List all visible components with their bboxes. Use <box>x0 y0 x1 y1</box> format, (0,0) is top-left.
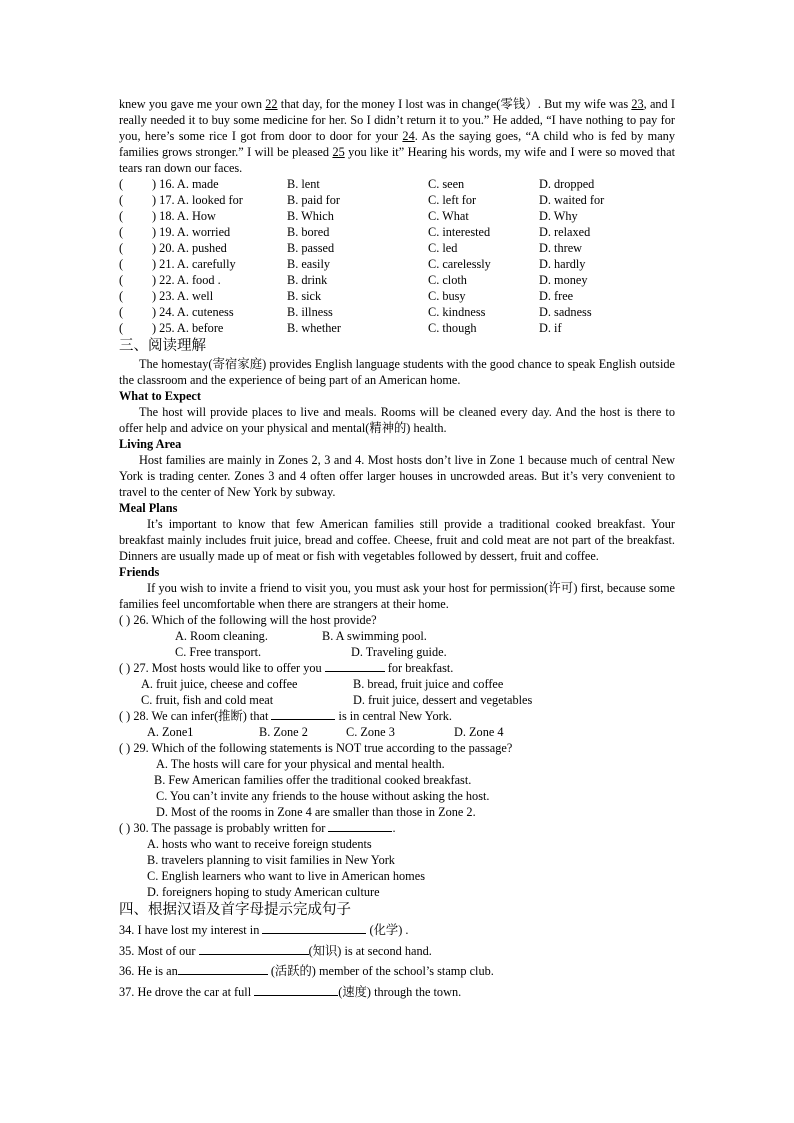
question-30-option-b: B. travelers planning to visit families in New York <box>147 853 395 867</box>
question-text: for breakfast. <box>384 661 454 675</box>
option-c: C. kindness <box>428 305 486 319</box>
heading-friends: Friends <box>119 565 160 579</box>
option: C. fruit, fish and cold meat <box>141 693 274 707</box>
question-26: ( ) 26. Which of the following will the host provide? <box>119 613 377 627</box>
option-d: D. money <box>539 273 588 287</box>
cloze-option-row <box>119 208 675 224</box>
option-d: D. sadness <box>539 305 592 319</box>
answer-blank <box>325 660 385 672</box>
sentence-text: 36. He is an <box>119 964 178 978</box>
option: A. fruit juice, cheese and coffee <box>141 677 298 691</box>
question-29-option-d: D. Most of the rooms in Zone 4 are smaller than those in Zone 2. <box>156 805 476 819</box>
answer-paren: ( <box>119 193 124 207</box>
option-c: C. busy <box>428 289 466 303</box>
question-29-option-a: A. The hosts will care for your physical and mental health. <box>156 757 445 771</box>
question-30-option-a: A. hosts who want to receive foreign students <box>147 837 372 851</box>
option-c: C. interested <box>428 225 491 239</box>
option: D. Traveling guide. <box>351 645 447 659</box>
question-28-options <box>119 724 675 740</box>
option-c: C. though <box>428 321 477 335</box>
question-text: is in central New York. <box>335 709 452 723</box>
blank-24: 24 <box>402 129 415 143</box>
sentence-text: (速度) through the town. <box>338 984 462 999</box>
heading-what-to-expect: What to Expect <box>119 389 201 403</box>
option-a: ) 17. A. looked for <box>152 193 243 207</box>
option-c: C. cloth <box>428 273 467 287</box>
sentence-text: 34. I have lost my interest in <box>119 923 263 937</box>
sentence-text: (知识) is at second hand. <box>308 943 432 958</box>
option-c: C. What <box>428 209 469 223</box>
cloze-option-row <box>119 240 675 256</box>
cloze-options <box>119 176 675 336</box>
reading-paragraph-expect: The host will provide places to live and meals. Rooms will be cleaned every day. And the host is there to offer help and advice on your physical and mental(精神的) health. <box>119 405 675 435</box>
option-b: B. whether <box>287 321 341 335</box>
cloze-option-row <box>119 192 675 208</box>
option-b: B. lent <box>287 177 320 191</box>
fill-35 <box>119 941 675 962</box>
cloze-text: that day, for the money I lost was in change(零钱）. But my wife was <box>277 97 632 111</box>
option-a: ) 18. A. How <box>152 209 216 223</box>
question-29-option-b: B. Few American families offer the traditional cooked breakfast. <box>154 773 472 787</box>
cloze-text: . As the saying goes, “A child who is fed by many families grows stronger.” I will be pleased <box>119 129 675 159</box>
option: B. bread, fruit juice and coffee <box>353 677 504 691</box>
question-30 <box>119 820 675 836</box>
option-a: ) 20. A. pushed <box>152 241 227 255</box>
answer-paren: ( <box>119 321 124 335</box>
cloze-option-row <box>119 288 675 304</box>
blank-22: 22 <box>265 97 278 111</box>
option-b: B. illness <box>287 305 333 319</box>
option: D. Zone 4 <box>454 725 504 739</box>
question-text: . <box>392 821 396 835</box>
option: A. Zone1 <box>147 725 194 739</box>
question-27 <box>119 660 675 676</box>
option: B. Zone 2 <box>259 725 308 739</box>
question-28 <box>119 708 675 724</box>
sentence-text: 37. He drove the car at full <box>119 984 255 999</box>
question-26-options-row1 <box>119 628 675 644</box>
cloze-option-row <box>119 320 675 336</box>
option-d: D. dropped <box>539 177 595 191</box>
heading-living-area: Living Area <box>119 437 182 451</box>
option-a: ) 24. A. cuteness <box>152 305 234 319</box>
option-b: B. bored <box>287 225 330 239</box>
option: C. Zone 3 <box>346 725 395 739</box>
answer-paren: ( <box>119 289 124 303</box>
answer-paren: ( <box>119 241 124 255</box>
fill-34 <box>119 920 675 941</box>
answer-blank <box>178 963 268 975</box>
question-30-option-d: D. foreigners hoping to study American culture <box>147 885 380 899</box>
option: C. Free transport. <box>175 645 262 659</box>
option-b: B. sick <box>287 289 322 303</box>
option-c: C. carelessly <box>428 257 491 271</box>
option-b: B. paid for <box>287 193 340 207</box>
answer-blank <box>199 943 309 955</box>
question-text: ( ) 28. We can infer(推断) that <box>119 709 272 723</box>
cloze-option-row <box>119 176 675 192</box>
sentence-text: (活跃的) member of the school’s stamp club. <box>267 964 494 978</box>
question-29-option-c: C. You can’t invite any friends to the house without asking the host. <box>156 789 490 803</box>
question-27-options-row1 <box>119 676 675 692</box>
option-d: D. Why <box>539 209 578 223</box>
cloze-option-row <box>119 224 675 240</box>
cloze-passage-end <box>119 96 675 176</box>
option-d: D. threw <box>539 241 583 255</box>
option-c: C. seen <box>428 177 465 191</box>
option-d: D. free <box>539 289 574 303</box>
option-b: B. drink <box>287 273 328 287</box>
cloze-text: you like it” Hearing his words, my wife and I were so moved that tears ran down our faces. <box>119 145 675 175</box>
option-d: D. if <box>539 321 562 335</box>
option-d: D. waited for <box>539 193 605 207</box>
question-29: ( ) 29. Which of the following statements is NOT true according to the passage? <box>119 741 513 755</box>
worksheet-page <box>119 96 675 1002</box>
answer-paren: ( <box>119 257 124 271</box>
cloze-text: , and I really needed it to buy some medicine for her. So I didn’t return it to you.” He added, “I have nothing to pay for you, here’s some rice I got from door to door for your <box>119 97 676 143</box>
option: A. Room cleaning. <box>175 629 268 643</box>
answer-blank <box>328 820 392 832</box>
heading-meal-plans: Meal Plans <box>119 501 178 515</box>
sentence-text: 35. Most of our <box>119 943 199 958</box>
option-a: ) 16. A. made <box>152 177 219 191</box>
cloze-option-row <box>119 272 675 288</box>
option-b: B. Which <box>287 209 334 223</box>
sentence-text: (化学) . <box>366 923 409 937</box>
question-text: ( ) 30. The passage is probably written for <box>119 821 329 835</box>
answer-paren: ( <box>119 273 124 287</box>
answer-blank <box>254 984 338 996</box>
question-26-options-row2 <box>119 644 675 660</box>
reading-paragraph-living: Host families are mainly in Zones 2, 3 and 4. Most hosts don’t live in Zone 1 because much of central New York is trading center. Zones 3 and 4 often offer larger houses in uncrowded areas. But it’s very convenient to travel to the center of New York by subway. <box>119 453 675 499</box>
cloze-text: knew you gave me your own <box>119 97 266 111</box>
option-b: B. passed <box>287 241 335 255</box>
answer-blank <box>262 922 366 934</box>
answer-blank <box>271 708 335 720</box>
fill-37 <box>119 982 675 1003</box>
fill-36 <box>119 961 675 982</box>
section-4-title: 四、根据汉语及首字母提示完成句子 <box>119 902 351 918</box>
question-text: ( ) 27. Most hosts would like to offer you <box>119 661 325 675</box>
option-d: D. hardly <box>539 257 586 271</box>
option: D. fruit juice, dessert and vegetables <box>353 693 533 707</box>
option: B. A swimming pool. <box>322 629 427 643</box>
option-c: C. left for <box>428 193 477 207</box>
section-3-title: 三、阅读理解 <box>119 338 206 354</box>
reading-intro: The homestay(寄宿家庭) provides English language students with the good chance to speak English outside the classroom and the experience of being part of an American home. <box>119 357 675 387</box>
option-a: ) 21. A. carefully <box>152 257 236 271</box>
answer-paren: ( <box>119 209 124 223</box>
cloze-option-row <box>119 256 675 272</box>
question-27-options-row2 <box>119 692 675 708</box>
option-a: ) 25. A. before <box>152 321 224 335</box>
blank-23: 23 <box>631 97 644 111</box>
option-d: D. relaxed <box>539 225 591 239</box>
reading-paragraph-meals: It’s important to know that few American families still provide a traditional cooked breakfast. Your breakfast mainly includes fruit juice, bread and coffee. Cheese, fruit and cold meat are not part of the breakfast. Dinners are usually made up of meat or fish with vegetables followed by dessert, fruit and coffee. <box>119 517 675 563</box>
cloze-option-row <box>119 304 675 320</box>
reading-paragraph-friends: If you wish to invite a friend to visit you, you must ask your host for permission(许可) first, because some families feel uncomfortable when there are strangers at their home. <box>119 581 675 611</box>
question-30-option-c: C. English learners who want to live in American homes <box>147 869 425 883</box>
answer-paren: ( <box>119 225 124 239</box>
answer-paren: ( <box>119 177 124 191</box>
option-c: C. led <box>428 241 458 255</box>
option-b: B. easily <box>287 257 331 271</box>
option-a: ) 23. A. well <box>152 289 214 303</box>
option-a: ) 19. A. worried <box>152 225 231 239</box>
blank-25: 25 <box>332 145 345 159</box>
option-a: ) 22. A. food . <box>152 273 221 287</box>
answer-paren: ( <box>119 305 124 319</box>
